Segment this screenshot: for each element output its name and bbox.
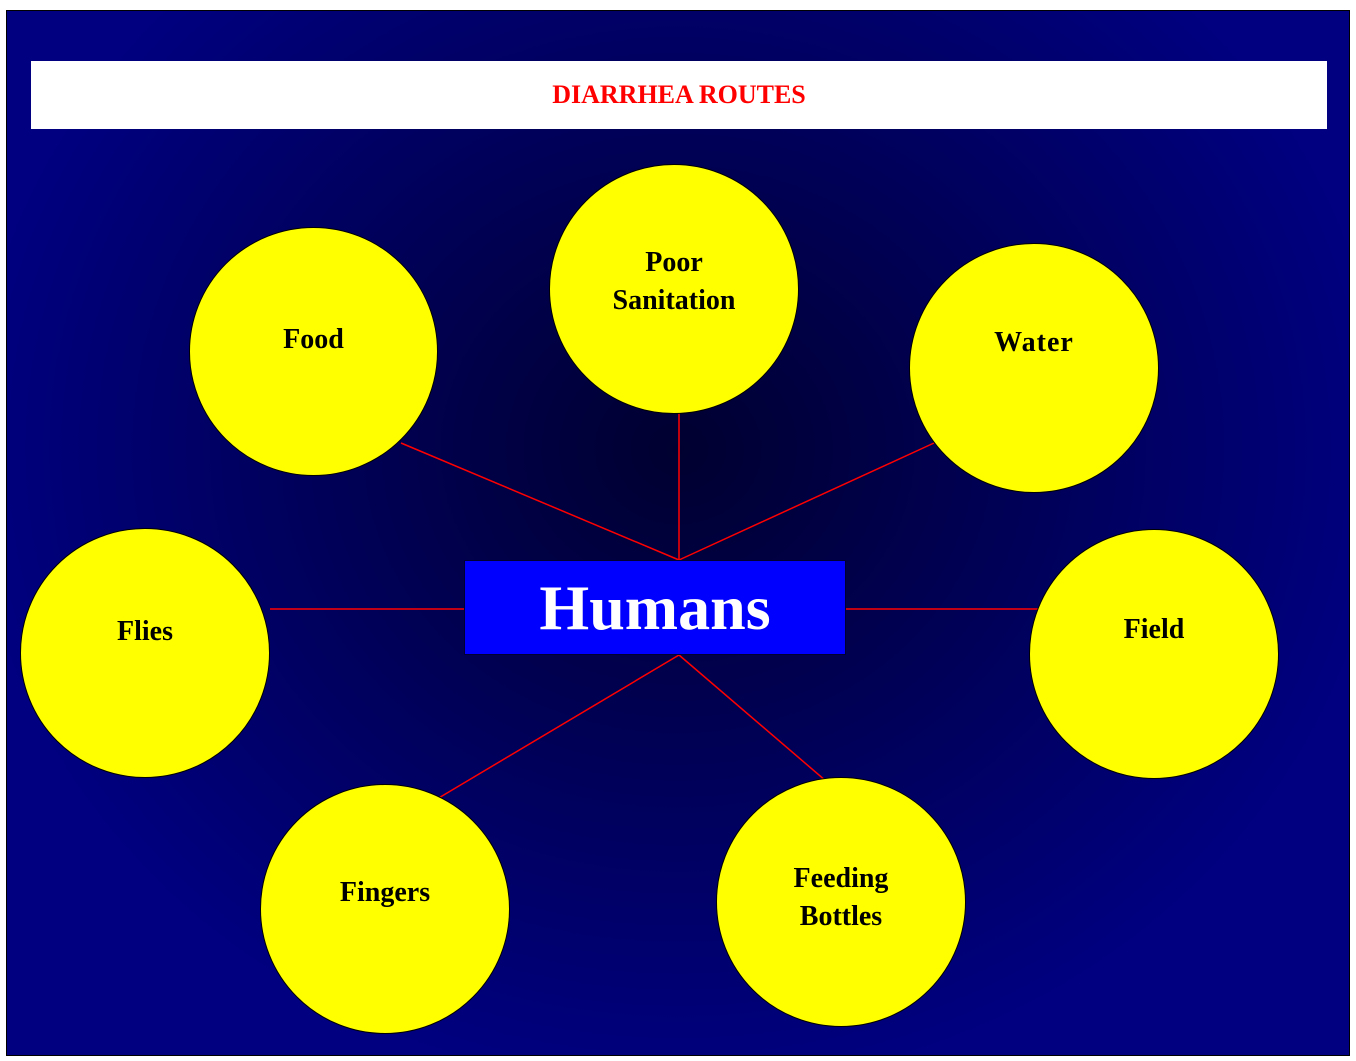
slide (6, 10, 1350, 1056)
route-feeding-bottles-label: Feeding Bottles (793, 863, 889, 932)
route-poor-sanitation-label: Poor Sanitation (612, 247, 736, 316)
connector-fingers (437, 655, 679, 799)
page-title: DIARRHEA ROUTES (552, 80, 806, 109)
route-field (1029, 529, 1279, 779)
connector-feeding-bottles (679, 655, 833, 787)
route-water-label: Water (994, 327, 1074, 358)
route-food (189, 227, 438, 476)
route-poor-sanitation (549, 164, 799, 414)
hub-label: Humans (539, 571, 771, 643)
connector-water (679, 443, 934, 560)
route-flies (20, 528, 270, 778)
route-water (909, 243, 1159, 493)
connector-food (401, 443, 679, 560)
route-food-label: Food (283, 323, 344, 355)
route-fingers-label: Fingers (339, 877, 431, 908)
hub-box (464, 560, 846, 655)
route-flies-label: Flies (117, 616, 173, 647)
route-field-label: Field (1123, 614, 1185, 645)
route-feeding-bottles (716, 777, 966, 1027)
route-fingers (260, 784, 510, 1034)
